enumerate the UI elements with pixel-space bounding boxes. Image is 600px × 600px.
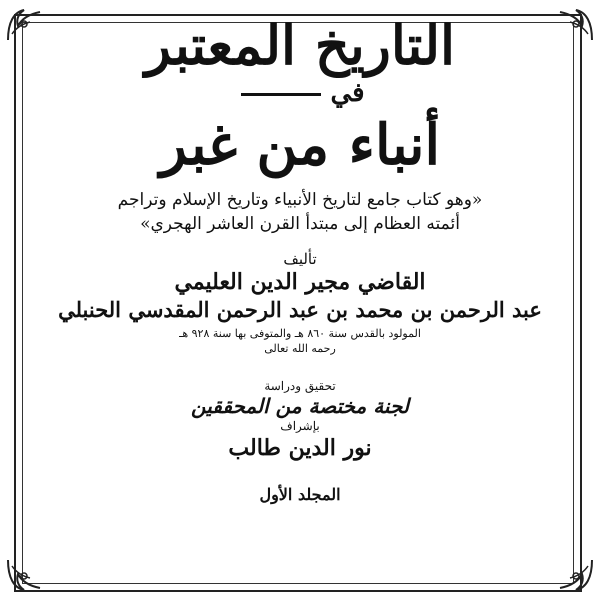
corner-ornament-icon (4, 556, 44, 596)
description-line-2: أئمته العظام إلى مبتدأ القرن العاشر الهجري» (140, 214, 460, 234)
volume-label: المجلد الأول (259, 485, 341, 504)
description (40, 188, 560, 236)
title-line-2: أنباء من غبر (159, 112, 441, 178)
corner-ornament-icon (4, 4, 44, 44)
description-line-1: «وهو كتاب جامع لتاريخ الأنبياء وتاريخ الإسلام وتراجم (117, 190, 483, 210)
corner-ornament-icon (556, 556, 596, 596)
author-name: القاضي مجير الدين العليمي (174, 269, 426, 295)
research-label: تحقيق ودراسة (264, 379, 336, 393)
cover-content (40, 14, 560, 506)
author-label: تأليف (283, 250, 317, 268)
birth-death-note: المولود بالقدس سنة ٨٦٠ هـ والمتوفى بها سنة ٩٢٨ هـ (179, 327, 421, 340)
connector-word: في (330, 78, 365, 108)
connector-rule (241, 93, 321, 96)
title-line-1: التاريخ المعتبر (144, 13, 456, 77)
author-full-name: عبد الرحمن بن محمد بن عبد الرحمن المقدسي الحنبلي (58, 297, 542, 322)
title-connector (40, 78, 560, 108)
invocation: رحمه الله تعالى (264, 342, 336, 355)
corner-ornament-icon (556, 4, 596, 44)
supervision-label: بإشراف (280, 419, 320, 433)
research-committee: لجنة مختصة من المحققين (191, 394, 409, 418)
supervisor-name: نور الدين طالب (228, 435, 372, 461)
